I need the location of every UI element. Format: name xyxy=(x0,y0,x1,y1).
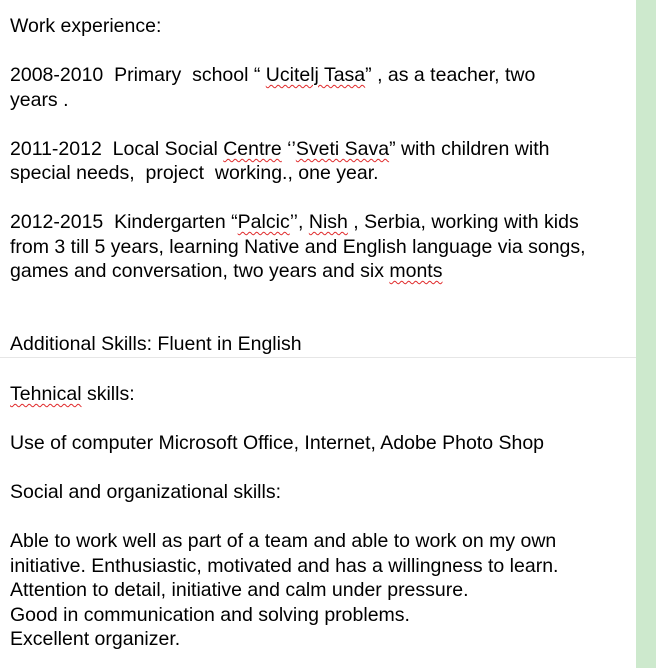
job1-line2 xyxy=(10,88,69,113)
job3-line3-text: games and conversation, two years and six xyxy=(10,260,390,282)
job2-line1 xyxy=(10,137,549,162)
page-divider xyxy=(0,357,636,358)
social-skills-line-2 xyxy=(10,554,558,579)
job3-misspelled-kindergarten-name[interactable]: Palcic xyxy=(237,211,290,233)
social-skills-line-1 xyxy=(10,529,556,554)
social-skills-heading-text: Social and organizational skills: xyxy=(10,481,281,503)
job2-misspelled-centre[interactable]: Centre xyxy=(223,138,282,160)
social-skills-heading xyxy=(10,480,281,505)
job3-misspelled-months[interactable]: monts xyxy=(389,260,443,282)
job3-text-pre: 2012-2015 Kindergarten “ xyxy=(10,211,238,233)
job3-line2-text: from 3 till 5 years, learning Native and English language via songs, xyxy=(10,236,586,258)
social-skills-line-4 xyxy=(10,603,410,628)
job2-line2 xyxy=(10,161,379,186)
social-skills-line-5-text: Excellent organizer. xyxy=(10,628,181,650)
social-skills-line-2-text: initiative. Enthusiastic, motivated and has a willingness to learn. xyxy=(10,555,559,577)
technical-heading-post: skills: xyxy=(81,383,135,405)
job1-text-post: ” , as a teacher, two xyxy=(365,64,536,86)
technical-skills-content: Use of computer Microsoft Office, Internet, Adobe Photo Shop xyxy=(10,432,545,454)
technical-misspelled-word[interactable]: Tehnical xyxy=(10,383,82,405)
work-experience-heading-text: Work experience: xyxy=(10,15,162,37)
job3-text-post: , Serbia, working with kids xyxy=(347,211,579,233)
job1-line1 xyxy=(10,63,535,88)
job3-text-mid: ’’, xyxy=(289,211,309,233)
job2-text-pre: 2011-2012 Local Social xyxy=(10,138,224,160)
document-margin-background xyxy=(636,0,656,668)
job1-text-pre: 2008-2010 Primary school “ xyxy=(10,64,266,86)
job2-text-post: ” with children with xyxy=(389,138,550,160)
job3-line1 xyxy=(10,210,579,235)
job3-misspelled-city[interactable]: Nish xyxy=(308,211,348,233)
social-skills-line-5 xyxy=(10,627,180,652)
job1-line2-text: years . xyxy=(10,89,69,111)
job3-line3 xyxy=(10,259,442,284)
job3-line2 xyxy=(10,235,586,260)
job2-text-mid: ‘’ xyxy=(281,138,296,160)
social-skills-line-4-text: Good in communication and solving problems. xyxy=(10,604,410,626)
job2-misspelled-centre-name[interactable]: Sveti Sava xyxy=(295,138,390,160)
social-skills-line-1-text: Able to work well as part of a team and able to work on my own xyxy=(10,530,557,552)
social-skills-line-3 xyxy=(10,578,469,603)
additional-skills-line xyxy=(10,332,302,357)
additional-skills-text: Additional Skills: Fluent in English xyxy=(10,333,302,355)
work-experience-heading xyxy=(10,14,161,39)
social-skills-line-3-text: Attention to detail, initiative and calm under pressure. xyxy=(10,579,469,601)
technical-skills-text xyxy=(10,431,544,456)
job2-line2-text: special needs, project working., one year. xyxy=(10,162,379,184)
job1-misspelled-school-name[interactable]: Ucitelj Tasa xyxy=(265,64,366,86)
technical-skills-heading xyxy=(10,382,135,407)
